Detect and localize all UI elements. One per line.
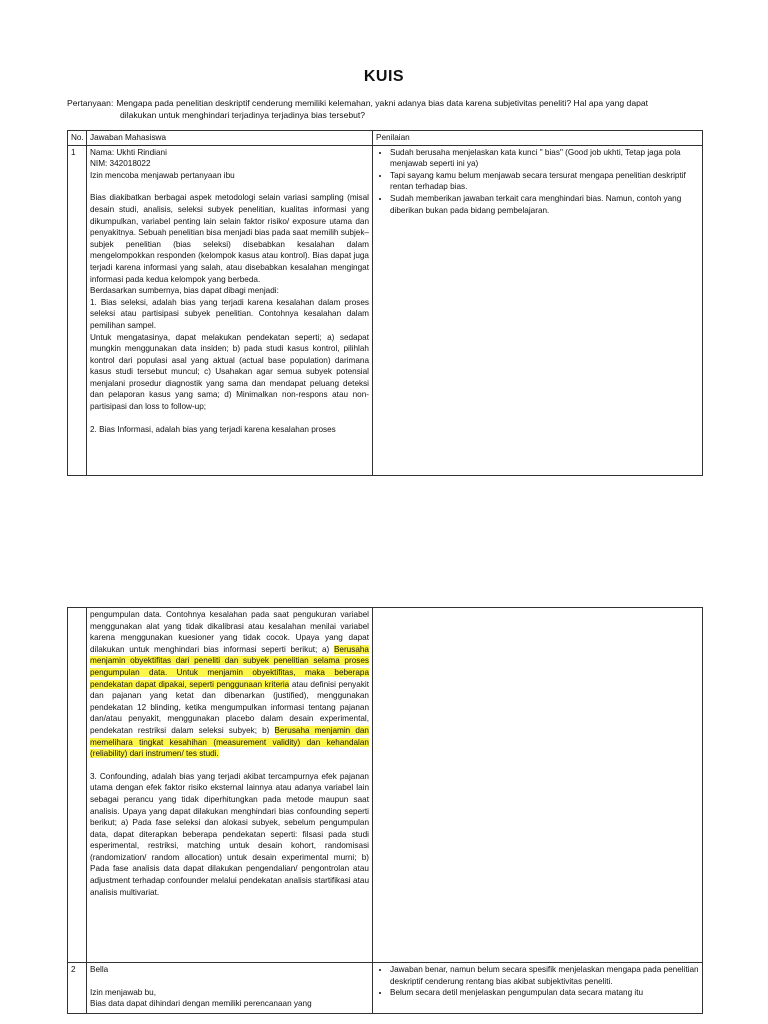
answers-table-page-1 (67, 130, 703, 476)
evaluation-item: • Sudah memberikan jawaban terkait cara menghindari bias. Namun, contoh yang diberikan bukan pada bidang pembelajaran. (390, 193, 699, 216)
evaluation-item: • Jawaban benar, namun belum secara spesifik menjelaskan mengapa pada penelitian deskriptif cenderung rentang bias akibat subjektivitas peneliti. (390, 964, 699, 987)
row-number: 2 (68, 963, 87, 1014)
table-row (68, 963, 703, 1014)
answer-text: atau definisi penyakit dan pajanan yang ketat dan dibenarkan (justified), menggunakan pendekatan 12 blinding, ketika mengumpulkan informasi tentang pajanan dan/atau penyakit, menggunakan placebo dalam desain experimental, pendekatan restriksi dalam seleksi subyek; b) (90, 679, 369, 735)
header-answer: Jawaban Mahasiswa (87, 131, 373, 146)
answer-intro: Izin menjawab bu, (90, 987, 156, 997)
answer-paragraph: 3. Confounding, adalah bias yang terjadi akibat tercampurnya efek pajanan utama dengan efek faktor risiko eksternal lainnya atau adanya variabel lain sebagai perancu yang tidak diperhitungkan pada metode maupun saat analisis. Upaya yang dapat dilakukan menghindari bias confounding seperti berikut; a) Pada fase seleksi dan alokasi subyek, sebelum pengumpulan data, dapat diterapkan beberapa pendekatan seperti: filsasi pada studi esperimental, restriksi, matching untuk desain kohort, randomisasi (randomization/ random allocation) untuk desain experimental murni; b) Pada fase analisis data dapat dilakukan pengendalian/ pengontrolan atau adjustment terhadap confounder melalui pendekatan analisis startifikasi atau analisis multivariat. (90, 771, 369, 897)
answer-paragraph (90, 609, 369, 760)
answer-paragraph: Bias diakibatkan berbagai aspek metodologi selain variasi sampling (misal desain studi, analisis, seleksi subyek penelitian, kualitas informasi yang dikumpulkan, variabel penting lain selain faktor risiko/ exposure utama dan penyakitnya. Sebuah penelitian bisa menjadi bias pada saat memilih subjek–subjek penelitian (bias seleksi) disebabkan kesalahan dalam mengelompokkan responden (kelompok kasus atau kontrol). Bias dapat juga terjadi karena informasi yang salah, atau disebabkan kesalahan mengingat informasi pada kedua kelompok yang berbeda. (90, 193, 369, 284)
student-nim: NIM: 342018022 (90, 159, 151, 169)
table-header-row (68, 131, 703, 146)
header-evaluation: Penilaian (373, 131, 703, 146)
header-no: No. (68, 131, 87, 146)
answer-paragraph: Bias data dapat dihindari dengan memiliki perencanaan yang (90, 999, 312, 1009)
question-line-1: Mengapa pada penelitian deskriptif cenderung memiliki kelemahan, yakni adanya bias data karena subjetivitas peneliti? Hal apa yang dapat (116, 98, 649, 108)
table-row (68, 145, 703, 475)
evaluation-cell-empty (373, 608, 703, 963)
question-label: Pertanyaan: (67, 98, 114, 108)
evaluation-item: • Tapi sayang kamu belum menjawab secara tersurat mengapa penelitian deskriptif rentan terhadap bias. (390, 170, 699, 193)
highlighted-text: Berusaha menjamin obyektifitas dari peneliti dan subyek penelitian selama proses pengumpulan data. Untuk menjamin obyektifitas, maka beberapa pendekatan dapat dipakai, seperti penggunaan kriteria (90, 644, 369, 689)
evaluation-item: • Belum secara detil menjelaskan pengumpulan data secara matang itu (390, 987, 699, 999)
row-number: 1 (68, 145, 87, 475)
answer-paragraph: 2. Bias Informasi, adalah bias yang terjadi karena kesalahan proses (90, 424, 336, 434)
student-name: Nama: Ukhti Rindiani (90, 147, 167, 157)
evaluation-list (376, 964, 699, 999)
evaluation-item: • Sudah berusaha menjelaskan kata kunci " bias" (Good job ukhti, Tetap jaga pola menjawab seperti ini ya) (390, 147, 699, 170)
answer-text: pengumpulan data. Contohnya kesalahan pada saat pengukuran variabel menggunakan alat yang tidak dikalibrasi atau kesalahan menilai variabel karena menggunakan kuesioner yang tidak cocok. Upaya yang dapat dilakukan untuk menghindari bias informasi seperti berikut; a) (90, 610, 369, 654)
question-text (67, 97, 707, 121)
student-name: Bella (90, 965, 109, 974)
answer-paragraph: 1. Bias seleksi, adalah bias yang terjadi karena kesalahan dalam proses seleksi atau partisipasi subyek penelitian. Contohnya kesalahan dalam pemilihan sampel. (90, 297, 369, 330)
answer-cell-continued (87, 608, 373, 963)
answer-cell (87, 145, 373, 475)
answers-table-page-2 (67, 607, 703, 1014)
highlighted-text: Berusaha menjamin dan memelihara tingkat kesahihan (measurement validity) dan kehandalan (reliability) dari instrumen/ tes studi. (90, 725, 369, 759)
evaluation-cell (373, 145, 703, 475)
evaluation-cell (373, 963, 703, 1014)
evaluation-list (376, 147, 699, 217)
page-title: KUIS (363, 68, 405, 85)
answer-paragraph: Berdasarkan sumbernya, bias dapat dibagi menjadi: (90, 286, 279, 296)
answer-paragraph: Untuk mengatasinya, dapat melakukan pendekatan seperti; a) sedapat mungkin menggunakan data insiden; b) pada studi kasus kontrol, pilihlah kontrol dari populasi asal yang aktual (actual base population) darimana kasus studi tersebut muncul; c) Usahakan agar semua subyek potensial menjalani prosedur diagnostik yang sama dan mendapat peluang deteksi dan pelaporan kasus yang sama; d) Minimalkan non-respons atau non-partisipasi dan loss to follow-up; (90, 332, 369, 412)
answer-cell (87, 963, 373, 1014)
table-row (68, 608, 703, 963)
question-line-2: dilakukan untuk menghindari terjadinya terjadinya bias tersebut? (120, 110, 366, 120)
answer-intro: Izin mencoba menjawab pertanyaan ibu (90, 170, 235, 180)
row-number-empty (68, 608, 87, 963)
